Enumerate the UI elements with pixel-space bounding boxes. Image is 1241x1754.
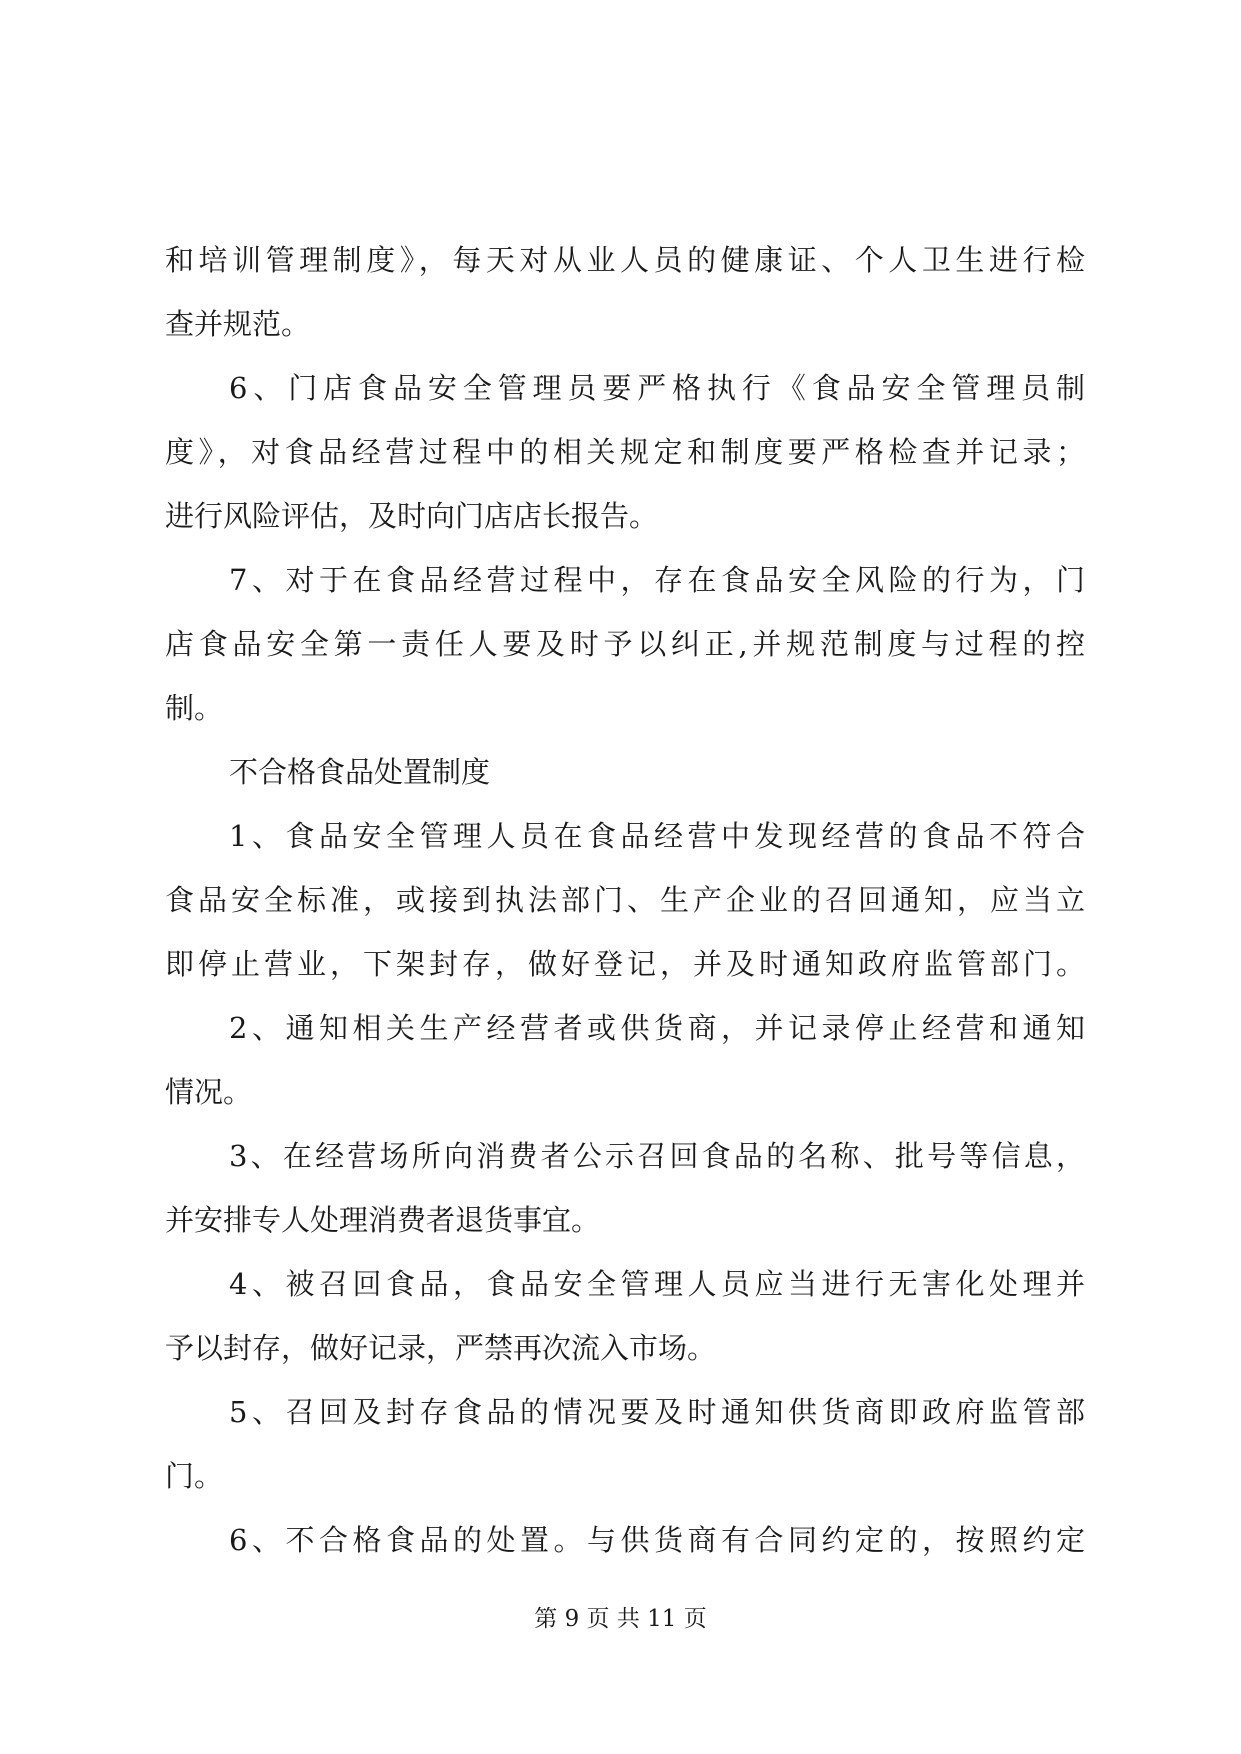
text-line: 情况。: [165, 1075, 253, 1109]
text-line: 予以封存，做好记录，严禁再次流入市场。: [165, 1331, 717, 1365]
text-line: 查并规范。: [165, 307, 311, 341]
text-line: 6、不合格食品的处置。与供货商有合同约定的，按照约定: [229, 1523, 1085, 1557]
section-heading: 不合格食品处置制度: [229, 755, 491, 789]
text-line: 5、召回及封存食品的情况要及时通知供货商即政府监管部: [229, 1395, 1085, 1429]
text-line: 制。: [165, 691, 224, 725]
text-line: 1、食品安全管理人员在食品经营中发现经营的食品不符合: [229, 819, 1085, 853]
text-line: 店食品安全第一责任人要及时予以纠正,并规范制度与过程的控: [165, 627, 1085, 661]
text-line: 2、通知相关生产经营者或供货商，并记录停止经营和通知: [229, 1011, 1085, 1045]
text-line: 3、在经营场所向消费者公示召回食品的名称、批号等信息，: [229, 1139, 1085, 1173]
page-number-footer: 第 9 页 共 11 页: [534, 1606, 707, 1632]
text-line: 度》，对食品经营过程中的相关规定和制度要严格检查并记录；: [165, 435, 1085, 469]
text-line: 即停止营业，下架封存，做好登记，并及时通知政府监管部门。: [165, 947, 1085, 981]
text-line: 并安排专人处理消费者退货事宜。: [165, 1203, 601, 1237]
text-line: 4、被召回食品，食品安全管理人员应当进行无害化处理并: [229, 1267, 1085, 1301]
text-line: 门。: [165, 1459, 224, 1493]
text-line: 进行风险评估，及时向门店店长报告。: [165, 499, 659, 533]
document-body: [165, 228, 1085, 1572]
text-line: 和培训管理制度》，每天对从业人员的健康证、个人卫生进行检: [165, 243, 1085, 277]
text-line: 食品安全标准，或接到执法部门、生产企业的召回通知，应当立: [165, 883, 1085, 917]
text-line: 7、对于在食品经营过程中，存在食品安全风险的行为，门: [229, 563, 1085, 597]
text-line: 6、门店食品安全管理员要严格执行《食品安全管理员制: [229, 371, 1085, 405]
